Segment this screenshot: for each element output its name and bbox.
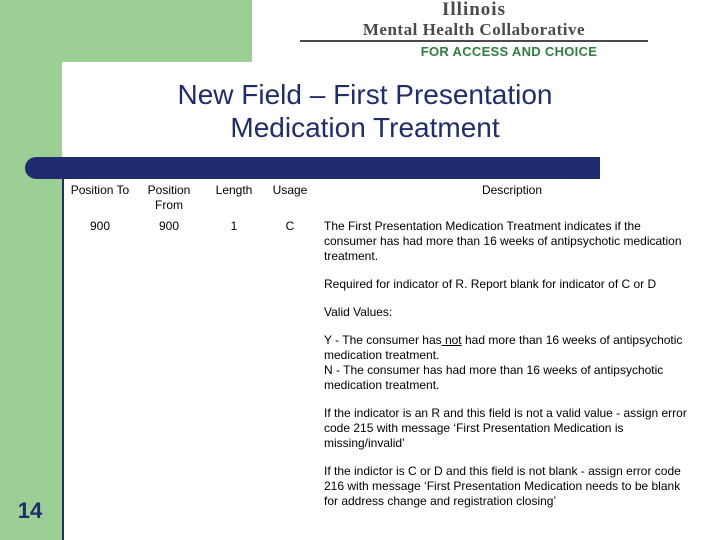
page-number: 14 [17, 498, 43, 523]
description-paragraph: The First Presentation Medication Treatment indicates if the consumer has had more than 16 weeks of antipsychotic medication treatment. [324, 219, 682, 263]
logo-line-illinois: Illinois [442, 0, 506, 20]
header-usage: Usage [272, 183, 308, 197]
header-length: Length [215, 183, 253, 197]
valid-values-label: Valid Values: [324, 305, 393, 319]
valid-values-list [324, 333, 696, 393]
error-216-paragraph: If the indictor is C or D and this field is not blank - assign error code 216 with message ‘First Presentation Medication needs to be blank for address change and registration closing’ [324, 464, 681, 508]
error-215-paragraph: If the indicator is an R and this field is not a valid value - assign error code 215 with message ‘First Presentation Medication is missing/invalid’ [324, 406, 687, 450]
header-position-to: Position To [70, 183, 130, 197]
green-top-band [0, 0, 252, 62]
value-position-to: 900 [89, 219, 111, 233]
description-cell [324, 219, 696, 522]
title-line-2: Medication Treatment [230, 112, 500, 143]
green-side-band [0, 0, 62, 540]
value-length: 1 [230, 219, 238, 233]
title-line-1: New Field – First Presentation [177, 79, 553, 110]
value-y-text: Y - The consumer has [324, 333, 442, 347]
value-y-text-rest: had more than 16 weeks of antipsychotic medication treatment. [324, 333, 683, 362]
description-paragraph: Required for indicator of R. Report blank for indicator of C or D [324, 277, 657, 291]
logo-line-tagline: FOR ACCESS AND CHOICE [420, 44, 598, 59]
header-position-from: Position From [147, 183, 191, 212]
value-n-text: N - The consumer has had more than 16 weeks of antipsychotic medication treatment. [324, 363, 664, 392]
value-position-from: 900 [158, 219, 180, 233]
value-usage: C [285, 219, 295, 233]
title-divider-bar [25, 157, 600, 179]
header-description: Description [481, 183, 543, 197]
logo-rule [300, 40, 648, 42]
collaborative-logo [298, 0, 650, 64]
logo-line-collaborative: Mental Health Collaborative [362, 20, 586, 39]
emphasis-not: not [441, 333, 462, 347]
slide-title [100, 78, 630, 144]
